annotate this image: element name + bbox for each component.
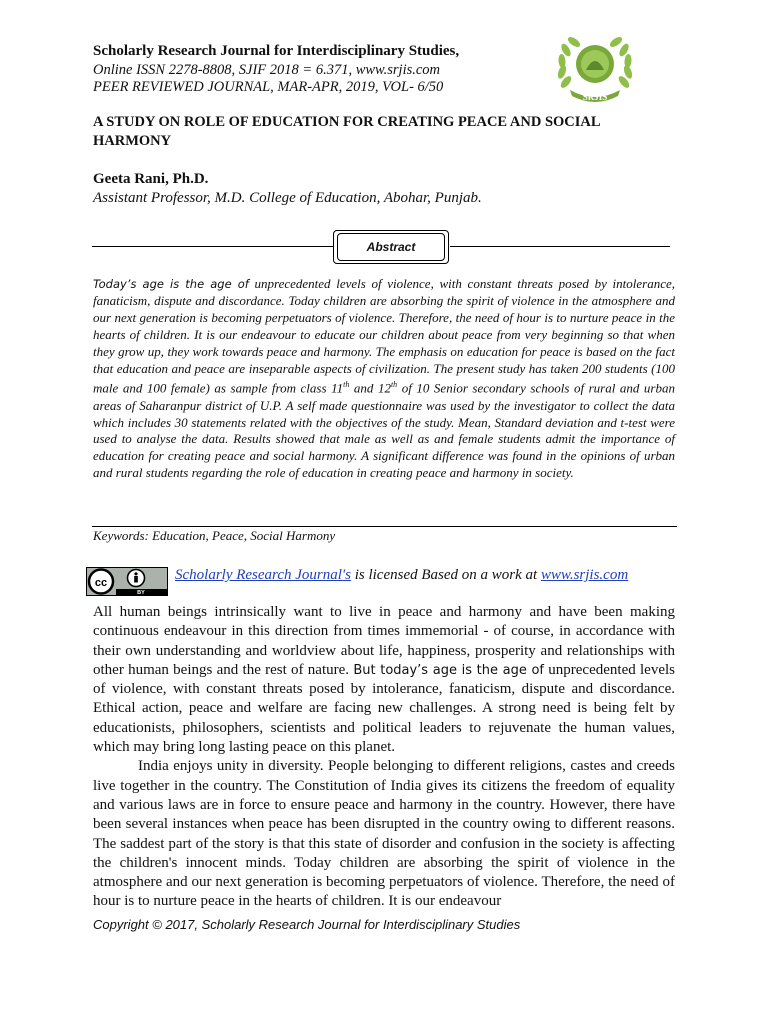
cc-by-badge-icon [86,567,168,596]
logo-label: SRJIS [582,92,608,102]
srjis-logo [550,32,640,108]
abstract-sup-2: th [390,380,398,390]
abstract-lead: Today’s age is the age of [93,277,249,291]
peer-reviewed-line: PEER REVIEWED JOURNAL, MAR-APR, 2019, VOL- 6/50 [93,79,444,95]
body-p1-start: All human beings intrinsically want to live in peace and harmony and have been making continuous endeavour in this direction from times immemorial - of course, in accordance with their own understanding and worldview about life, happiness, prosperity and relationships with other human beings and the rest of nature. [93,604,675,678]
abstract-part-1: unprecedented levels of violence, with constant threats posed by intolerance, fanaticism, dispute and discordance. Today children are absorbing the spirit of violence in the atmosphere and our next generation is becoming perpetuators of violence. Therefore, the need of hour is to nurture peace in the hearts of children. It is our endeavour to educate our children about peace from very beginning so that when they grow up, they work towards peace and harmony. The emphasis on education for peace is based on the fact that education and peace are inseparable aspects of civilization. The present study has taken 200 students (100 male and 100 female) as sample from class 11 [93,276,675,396]
issn-line: Online ISSN 2278-8808, SJIF 2018 = 6.371, www.srjis.com [93,62,441,78]
body-p1-sans: But today’s age is the age of [353,662,545,678]
license-text: is licensed Based on a work at [350,567,541,583]
author-name: Geeta Rani, Ph.D. [93,171,209,187]
body-paragraph-2: India enjoys unity in diversity. People belonging to different religions, castes and creeds live together in the country. The Constitution of India gives its citizens the freedom of equality and various laws are in force to ensure peace and harmony in the country. However, there have been several instances when peace has been disrupted in the country owing to different reasons. The saddest part of the story is that this state of disorder and confusion in the society is affecting the children's innocent minds. Today children are absorbing the spirit of violence in the atmosphere and our next generation is becoming perpetuators of violence. Therefore, the need of hour is to nurture peace in the hearts of children. It is our endeavour [93,758,675,910]
abstract-part-3: of 10 Senior secondary schools of rural and urban areas of Saharanpur district of U.P. A self made questionnaire was used by the investigator to collect the data which includes 30 statements related with the objectives of the study. Mean, Standard deviation and t-test were used to analyse the data. Results showed that male as well as and female students admit the importance of education for creating peace and social harmony. A significant difference was found in the opinions of urban and rural students regarding the role of education in creating peace and harmony in society. [93,380,675,481]
paper-title: A STUDY ON ROLE OF EDUCATION FOR CREATING PEACE AND SOCIAL HARMONY [93,114,600,149]
abstract-rule-left [92,246,334,247]
site-link[interactable]: www.srjis.com [540,567,629,583]
keywords: Keywords: Education, Peace, Social Harmony [93,528,336,543]
abstract-text [93,276,675,482]
author-affiliation: Assistant Professor, M.D. College of Education, Abohar, Punjab. [93,190,482,206]
body-paragraph-1 [93,603,675,757]
abstract-sup-1: th [343,380,350,390]
abstract-bottom-rule [92,526,677,527]
journal-link[interactable]: Scholarly Research Journal's [175,567,351,583]
copyright-footer: Copyright © 2017, Scholarly Research Journal for Interdisciplinary Studies [93,917,521,932]
abstract-rule-right [450,246,670,247]
body-p1-end: unprecedented levels of violence, with constant threats posed by intolerance, fanaticism, dispute and discordance. Ethical action, peace and welfare are facing new challenges. A strong need is being felt by educationists, philosophers, scientists and political leaders to rejuvenate the human values, which may bring long lasting peace on this planet. [93,661,675,756]
license-line [175,567,628,584]
body-text [93,603,675,912]
svg-text:cc: cc [94,577,108,589]
abstract-part-2: and 12 [349,380,391,396]
journal-name: Scholarly Research Journal for Interdisciplinary Studies, [93,43,460,59]
abstract-heading: Abstract [337,233,445,261]
cc-by-label: BY [137,590,145,596]
